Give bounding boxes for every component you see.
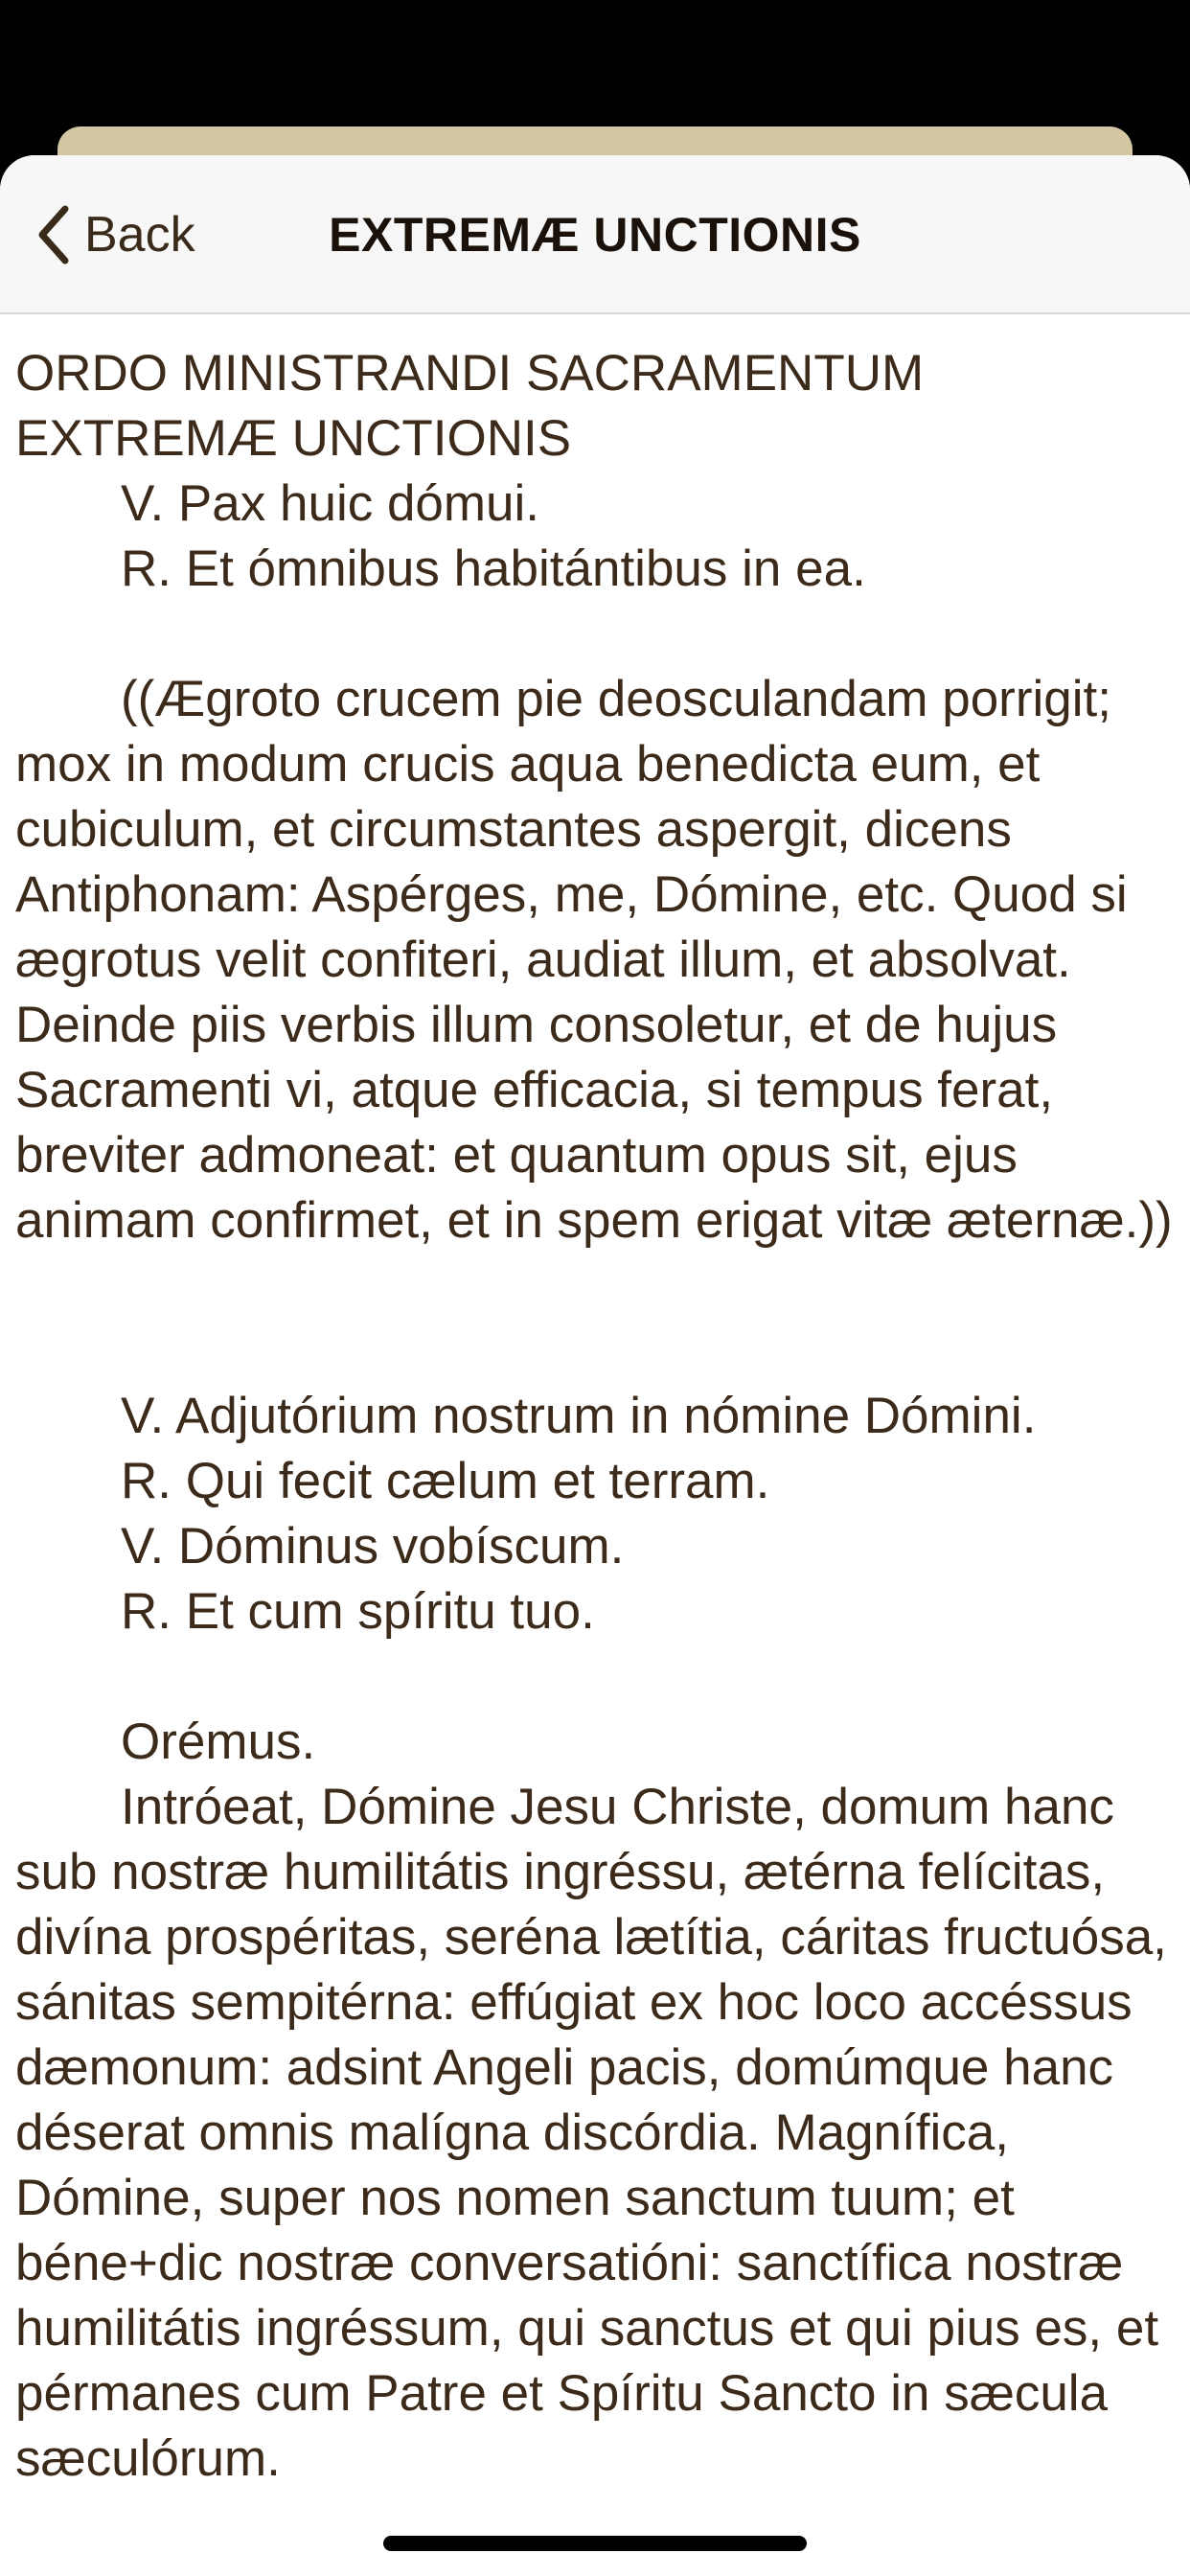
spacer (15, 602, 1175, 667)
modal-sheet (0, 155, 1190, 2576)
navigation-bar (0, 155, 1190, 314)
versicle-2: V. Adjutórium nostrum in nómine Dómini. (121, 1388, 1037, 1444)
page-title: EXTREMÆ UNCTIONIS (329, 208, 861, 262)
prayer-paragraph: Intróeat, Dómine Jesu Christe, domum hanc sub nostræ humilitátis ingréssu, ætérna felícitas, divína prospéritas, seréna lætítia, cáritas fructuósa, sánitas sempitérna: effúgiat ex hoc loco accéssus dæmonum: adsint Angeli pacis, domúmque hanc déserat omnis malígna discórdia. Magnífica, Dómine, super nos nomen sanctum tuum; et béne+dic nostræ conversatióni: sanctífica nostræ humilitátis ingréssum, qui sanctus et qui pius es, et pérmanes cum Patre et Spíritu Sancto in sæcula sæculórum. (15, 1779, 1167, 2487)
heading-line-1: ORDO MINISTRANDI SACRAMENTUM (15, 345, 925, 402)
spacer (15, 1254, 1175, 1384)
response-1: R. Et ómnibus habitántibus in ea. (121, 540, 866, 597)
response-3: R. Et cum spíritu tuo. (121, 1583, 595, 1640)
spacer (15, 1644, 1175, 1710)
text-content (0, 314, 1190, 2492)
home-indicator[interactable] (383, 2536, 807, 2551)
back-label: Back (84, 207, 195, 263)
response-2: R. Qui fecit cælum et terram. (121, 1453, 770, 1509)
rubric-paragraph: ((Ægroto crucem pie deosculandam porrigit; mox in modum crucis aqua benedicta eum, et cubiculum, et circumstantes aspergit, dicens Antiphonam: Aspérges, me, Dómine, etc. Quod si ægrotus velit confiteri, audiat illum, et absolvat. Deinde piis verbis illum consoletur, et de hujus Sacramenti vi, atque efficacia, si tempus ferat, breviter admoneat: et quantum opus sit, ejus animam confirmet, et in spem erigat vitæ æternæ.)) (15, 671, 1173, 1249)
heading-line-2: EXTREMÆ UNCTIONIS (15, 410, 572, 467)
oremus-line: Orémus. (121, 1714, 316, 1770)
versicle-1: V. Pax huic dómui. (121, 475, 540, 532)
versicle-3: V. Dóminus vobíscum. (121, 1518, 625, 1575)
